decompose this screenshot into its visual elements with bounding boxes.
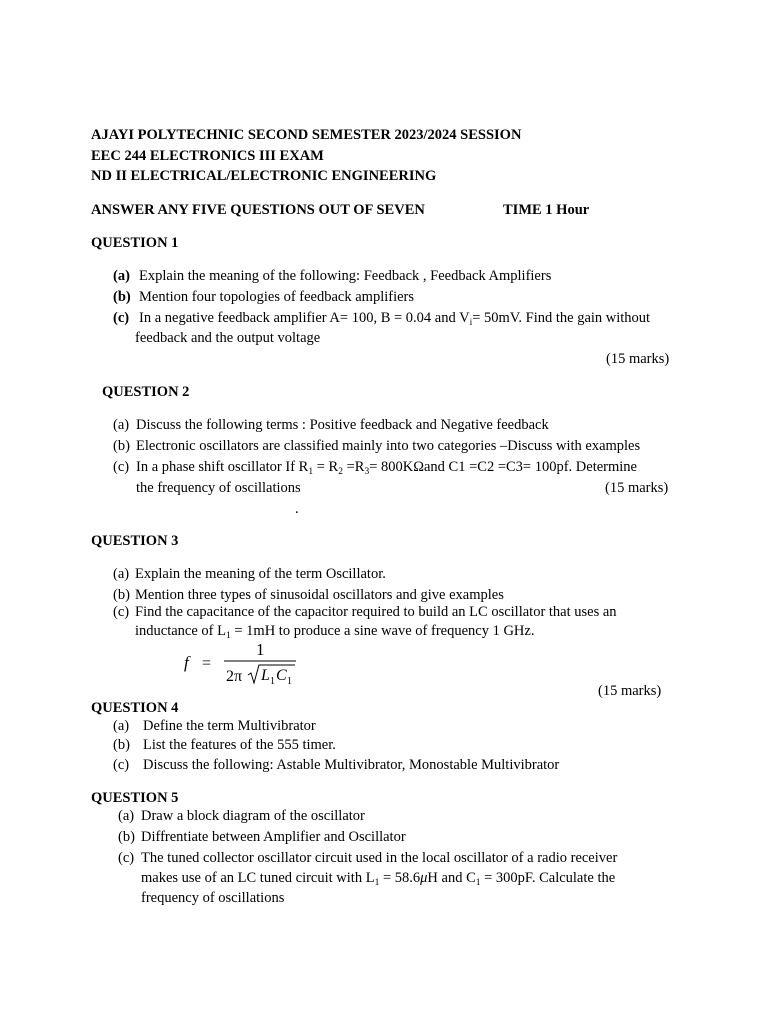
q3-c-label: (c) bbox=[113, 604, 130, 620]
formula-C: C bbox=[276, 667, 287, 684]
q5-b-text: Diffrentiate between Amplifier and Oscillator bbox=[141, 829, 406, 845]
q4-b-text: List the features of the 555 timer. bbox=[143, 737, 336, 753]
stray-dot: . bbox=[295, 501, 299, 517]
q1-c-sub: i bbox=[469, 318, 473, 328]
q1-c-line2: feedback and the output voltage bbox=[135, 330, 321, 346]
q2-c-line2: the frequency of oscillations bbox=[136, 480, 301, 496]
q3-marks: (15 marks) bbox=[598, 683, 662, 699]
q1-b-text: Mention four topologies of feedback amplifiers bbox=[139, 289, 415, 305]
q4-a-text: Define the term Multivibrator bbox=[143, 718, 316, 734]
q5-c-l2a: makes use of an LC tuned circuit with L bbox=[141, 870, 375, 886]
question-5-title: QUESTION 5 bbox=[91, 790, 179, 806]
header-course: EEC 244 ELECTRONICS III EXAM bbox=[91, 148, 324, 164]
q2-c-text bbox=[136, 459, 637, 476]
q2-a-text: Discuss the following terms : Positive feedback and Negative feedback bbox=[136, 417, 549, 433]
q5-c-l2s1: 1 bbox=[374, 878, 380, 888]
formula-lhs: f bbox=[184, 653, 189, 672]
q1-a-label: (a) bbox=[113, 268, 130, 284]
q5-c-mu: μ bbox=[420, 870, 428, 886]
formula-equals: = bbox=[202, 655, 212, 672]
q2-b-label: (b) bbox=[113, 438, 130, 454]
q1-marks: (15 marks) bbox=[606, 351, 670, 367]
q5-c-label: (c) bbox=[118, 850, 135, 866]
q1-c-text bbox=[139, 310, 650, 327]
header-institution: AJAYI POLYTECHNIC SECOND SEMESTER 2023/2024 SESSION bbox=[91, 127, 522, 143]
formula-L: L bbox=[261, 667, 270, 684]
q3-c-l2a: inductance of L bbox=[135, 623, 226, 639]
q2-c-label: (c) bbox=[113, 459, 130, 475]
q5-a-text: Draw a block diagram of the oscillator bbox=[141, 808, 365, 824]
question-2-title: QUESTION 2 bbox=[102, 384, 190, 400]
question-3-title: QUESTION 3 bbox=[91, 533, 179, 549]
header-department: ND II ELECTRICAL/ELECTRONIC ENGINEERING bbox=[91, 168, 437, 184]
q1-a-text: Explain the meaning of the following: Feedback , Feedback Amplifiers bbox=[139, 268, 552, 284]
q2-c-s1: 1 bbox=[308, 467, 314, 477]
q1-c-label: (c) bbox=[113, 310, 130, 326]
q2-c-p1: In a phase shift oscillator If R bbox=[136, 459, 309, 475]
formula-C-sub: 1 bbox=[287, 676, 292, 687]
q2-c-p3: =R bbox=[342, 459, 365, 475]
instructions: ANSWER ANY FIVE QUESTIONS OUT OF SEVEN bbox=[91, 202, 425, 218]
frequency-formula bbox=[182, 638, 302, 694]
q2-c-s3: 3 bbox=[364, 467, 370, 477]
q2-c-p2: = R bbox=[313, 459, 339, 475]
q3-b-label: (b) bbox=[113, 587, 130, 603]
q4-c-text: Discuss the following: Astable Multivibrator, Monostable Multivibrator bbox=[143, 757, 560, 773]
q3-b-text: Mention three types of sinusoidal oscillators and give examples bbox=[135, 587, 504, 603]
q2-a-label: (a) bbox=[113, 417, 130, 433]
q4-c-label: (c) bbox=[113, 757, 130, 773]
q2-b-text: Electronic oscillators are classified mainly into two categories –Discuss with examples bbox=[136, 438, 641, 454]
q5-c-line3: frequency of oscillations bbox=[141, 890, 285, 906]
q3-c-text: Find the capacitance of the capacitor required to build an LC oscillator that uses an bbox=[135, 604, 617, 620]
q2-c-p4: = 800KΩand C1 =C2 =C3= 100pf. Determine bbox=[369, 459, 637, 475]
formula-2pi: 2π bbox=[226, 668, 243, 685]
question-4-title: QUESTION 4 bbox=[91, 700, 179, 716]
q5-c-l2s2: 1 bbox=[475, 878, 481, 888]
time-allowed: TIME 1 Hour bbox=[503, 202, 590, 218]
q5-b-label: (b) bbox=[118, 829, 135, 845]
q3-c-l2s: 1 bbox=[226, 631, 231, 641]
q1-c-part2: = 50mV. Find the gain without bbox=[472, 310, 651, 326]
q5-c-l2c: H and C bbox=[427, 870, 476, 886]
q2-marks: (15 marks) bbox=[605, 480, 669, 496]
formula-L-sub: 1 bbox=[270, 676, 275, 687]
q1-c-part1: In a negative feedback amplifier A= 100, B = 0.04 and V bbox=[139, 310, 470, 326]
q2-c-s2: 2 bbox=[338, 467, 343, 477]
q5-c-l2b: = 58.6 bbox=[379, 870, 421, 886]
q3-c-l2b: = 1mH to produce a sine wave of frequency 1 GHz. bbox=[230, 623, 535, 639]
question-1-title: QUESTION 1 bbox=[91, 235, 179, 251]
q5-a-label: (a) bbox=[118, 808, 135, 824]
q4-b-label: (b) bbox=[113, 737, 130, 753]
formula-numerator: 1 bbox=[256, 640, 265, 659]
q5-c-l2d: = 300pF. Calculate the bbox=[480, 870, 616, 886]
q3-a-text: Explain the meaning of the term Oscillator. bbox=[135, 566, 386, 582]
q4-a-label: (a) bbox=[113, 718, 130, 734]
q3-a-label: (a) bbox=[113, 566, 130, 582]
q1-b-label: (b) bbox=[113, 289, 131, 305]
q5-c-line2 bbox=[141, 870, 615, 887]
q5-c-text: The tuned collector oscillator circuit used in the local oscillator of a radio receiver bbox=[141, 850, 618, 866]
